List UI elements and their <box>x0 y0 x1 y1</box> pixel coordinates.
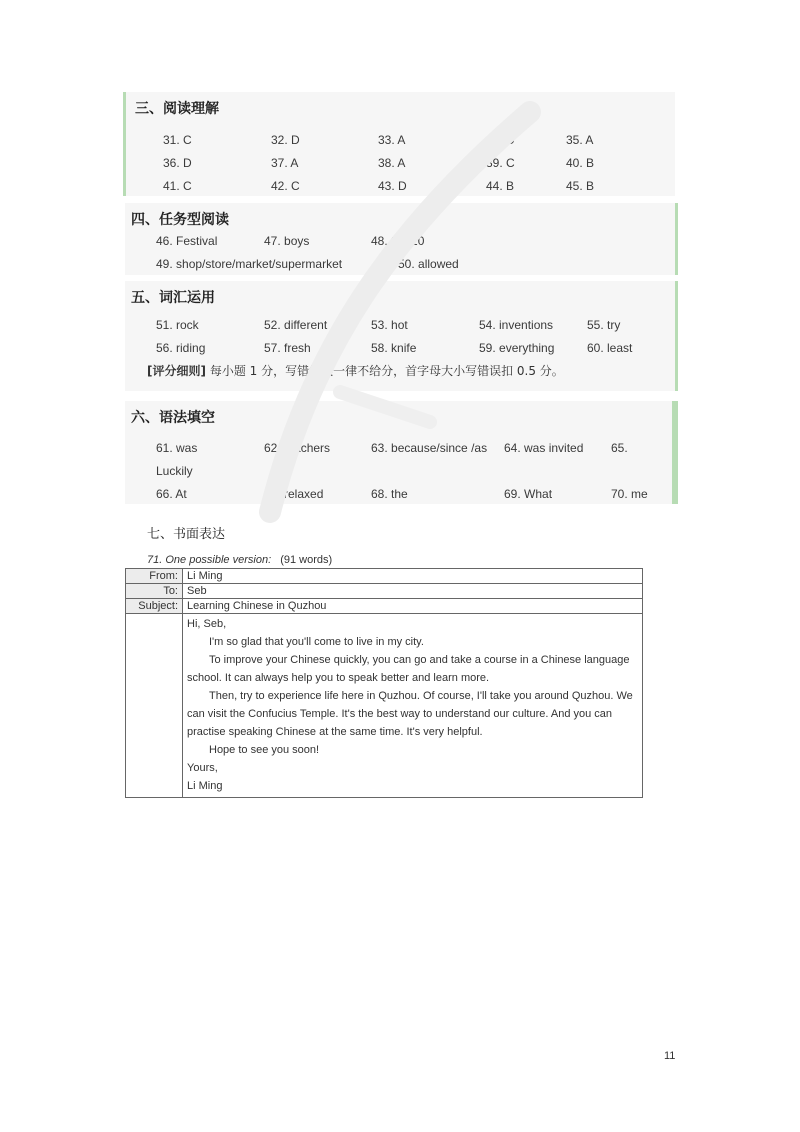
email-body <box>183 614 643 798</box>
answer-46: 46. Festival <box>156 234 218 248</box>
scoring-note-label: [评分细则] <box>147 364 206 378</box>
answer-51: 51. rock <box>156 318 199 332</box>
section-6-accent-bar <box>672 401 678 504</box>
answer-37: 37. A <box>271 156 299 170</box>
answer-33: 33. A <box>378 133 406 147</box>
answer-35: 35. A <box>566 133 594 147</box>
answer-31: 31. C <box>163 133 192 147</box>
email-to-row <box>126 584 643 599</box>
answer-62: 62. teachers <box>264 441 331 455</box>
answer-56: 56. riding <box>156 341 206 355</box>
answer-34: 34. D <box>486 133 515 147</box>
section-3-accent-bar <box>123 92 126 196</box>
answer-66: 66. At <box>156 487 187 501</box>
email-line: practise speaking Chinese at the same time. It's very helpful. <box>187 726 483 738</box>
email-line: school. It can always help you to speak better and learn more. <box>187 672 490 684</box>
answer-60: 60. least <box>587 341 633 355</box>
answer-61: 61. was <box>156 441 198 455</box>
answer-36: 36. D <box>163 156 192 170</box>
answer-65-number: 65. <box>611 441 628 455</box>
email-line: can visit the Confucius Temple. It's the best way to understand our culture. And you can <box>187 708 613 720</box>
answer-70: 70. me <box>611 487 648 501</box>
section-6-heading: 六、语法填空 <box>131 410 215 426</box>
answer-59: 59. everything <box>479 341 555 355</box>
answer-32: 32. D <box>271 133 300 147</box>
email-body-gutter <box>126 614 183 798</box>
answer-63: 63. because/since /as <box>371 441 488 455</box>
section-4-accent-bar <box>675 203 678 275</box>
email-table <box>125 568 643 798</box>
answer-47: 47. boys <box>264 234 310 248</box>
section-5-heading: 五、词汇运用 <box>131 290 215 306</box>
section-3-heading: 三、阅读理解 <box>135 101 219 117</box>
answer-40: 40. B <box>566 156 595 170</box>
email-signature: Li Ming <box>187 780 223 792</box>
answer-69: 69. What <box>504 487 553 501</box>
answer-50: 50. allowed <box>398 257 459 271</box>
answer-58: 58. knife <box>371 341 417 355</box>
watermark-graphic <box>230 92 650 532</box>
answer-64: 64. was invited <box>504 441 584 455</box>
email-line: I'm so glad that you'll come to live in my city. <box>209 636 424 648</box>
answer-48: 48. ten/10 <box>371 234 425 248</box>
answer-65-text: Luckily <box>156 464 193 478</box>
email-from-label: From: <box>126 569 183 584</box>
email-subject-value: Learning Chinese in Quzhou <box>183 599 643 614</box>
answer-49: 49. shop/store/market/supermarket <box>156 257 343 271</box>
email-to-value: Seb <box>183 584 643 599</box>
email-line: To improve your Chinese quickly, you can go and take a course in a Chinese language <box>209 654 630 666</box>
answer-45: 45. B <box>566 179 595 193</box>
email-subject-row <box>126 599 643 614</box>
answer-53: 53. hot <box>371 318 408 332</box>
answer-68: 68. the <box>371 487 408 501</box>
email-body-row <box>126 614 643 798</box>
essay-intro-label: 71. One possible version: <box>147 554 272 566</box>
answer-42: 42. C <box>271 179 300 193</box>
answer-38: 38. A <box>378 156 406 170</box>
answer-67: 67. relaxed <box>264 487 324 501</box>
email-signoff: Yours, <box>187 762 218 774</box>
page-number: 11 <box>664 1050 676 1062</box>
section-7-heading: 七、书面表达 <box>147 527 226 542</box>
essay-intro <box>147 554 332 566</box>
email-line: Hope to see you soon! <box>209 744 320 756</box>
email-subject-label: Subject: <box>126 599 183 614</box>
email-to-label: To: <box>126 584 183 599</box>
answer-54: 54. inventions <box>479 318 554 332</box>
answer-43: 43. D <box>378 179 407 193</box>
answer-41: 41. C <box>163 179 192 193</box>
answer-52: 52. different <box>264 318 328 332</box>
email-from-row <box>126 569 643 584</box>
scoring-note-text: 每小题 1 分，写错答案一律不给分，首字母大小写错误扣 0.5 分。 <box>209 364 564 378</box>
section-4-heading: 四、任务型阅读 <box>131 212 229 228</box>
essay-word-count: (91 words) <box>280 554 333 566</box>
section-5-accent-bar <box>675 281 678 391</box>
answer-55: 55. try <box>587 318 621 332</box>
answer-57: 57. fresh <box>264 341 311 355</box>
answer-39: 39. C <box>486 156 515 170</box>
email-line: Then, try to experience life here in Quzhou. Of course, I'll take you around Quzhou. We <box>209 690 633 702</box>
answer-44: 44. B <box>486 179 515 193</box>
email-from-value: Li Ming <box>183 569 643 584</box>
email-greeting: Hi, Seb, <box>187 618 227 630</box>
